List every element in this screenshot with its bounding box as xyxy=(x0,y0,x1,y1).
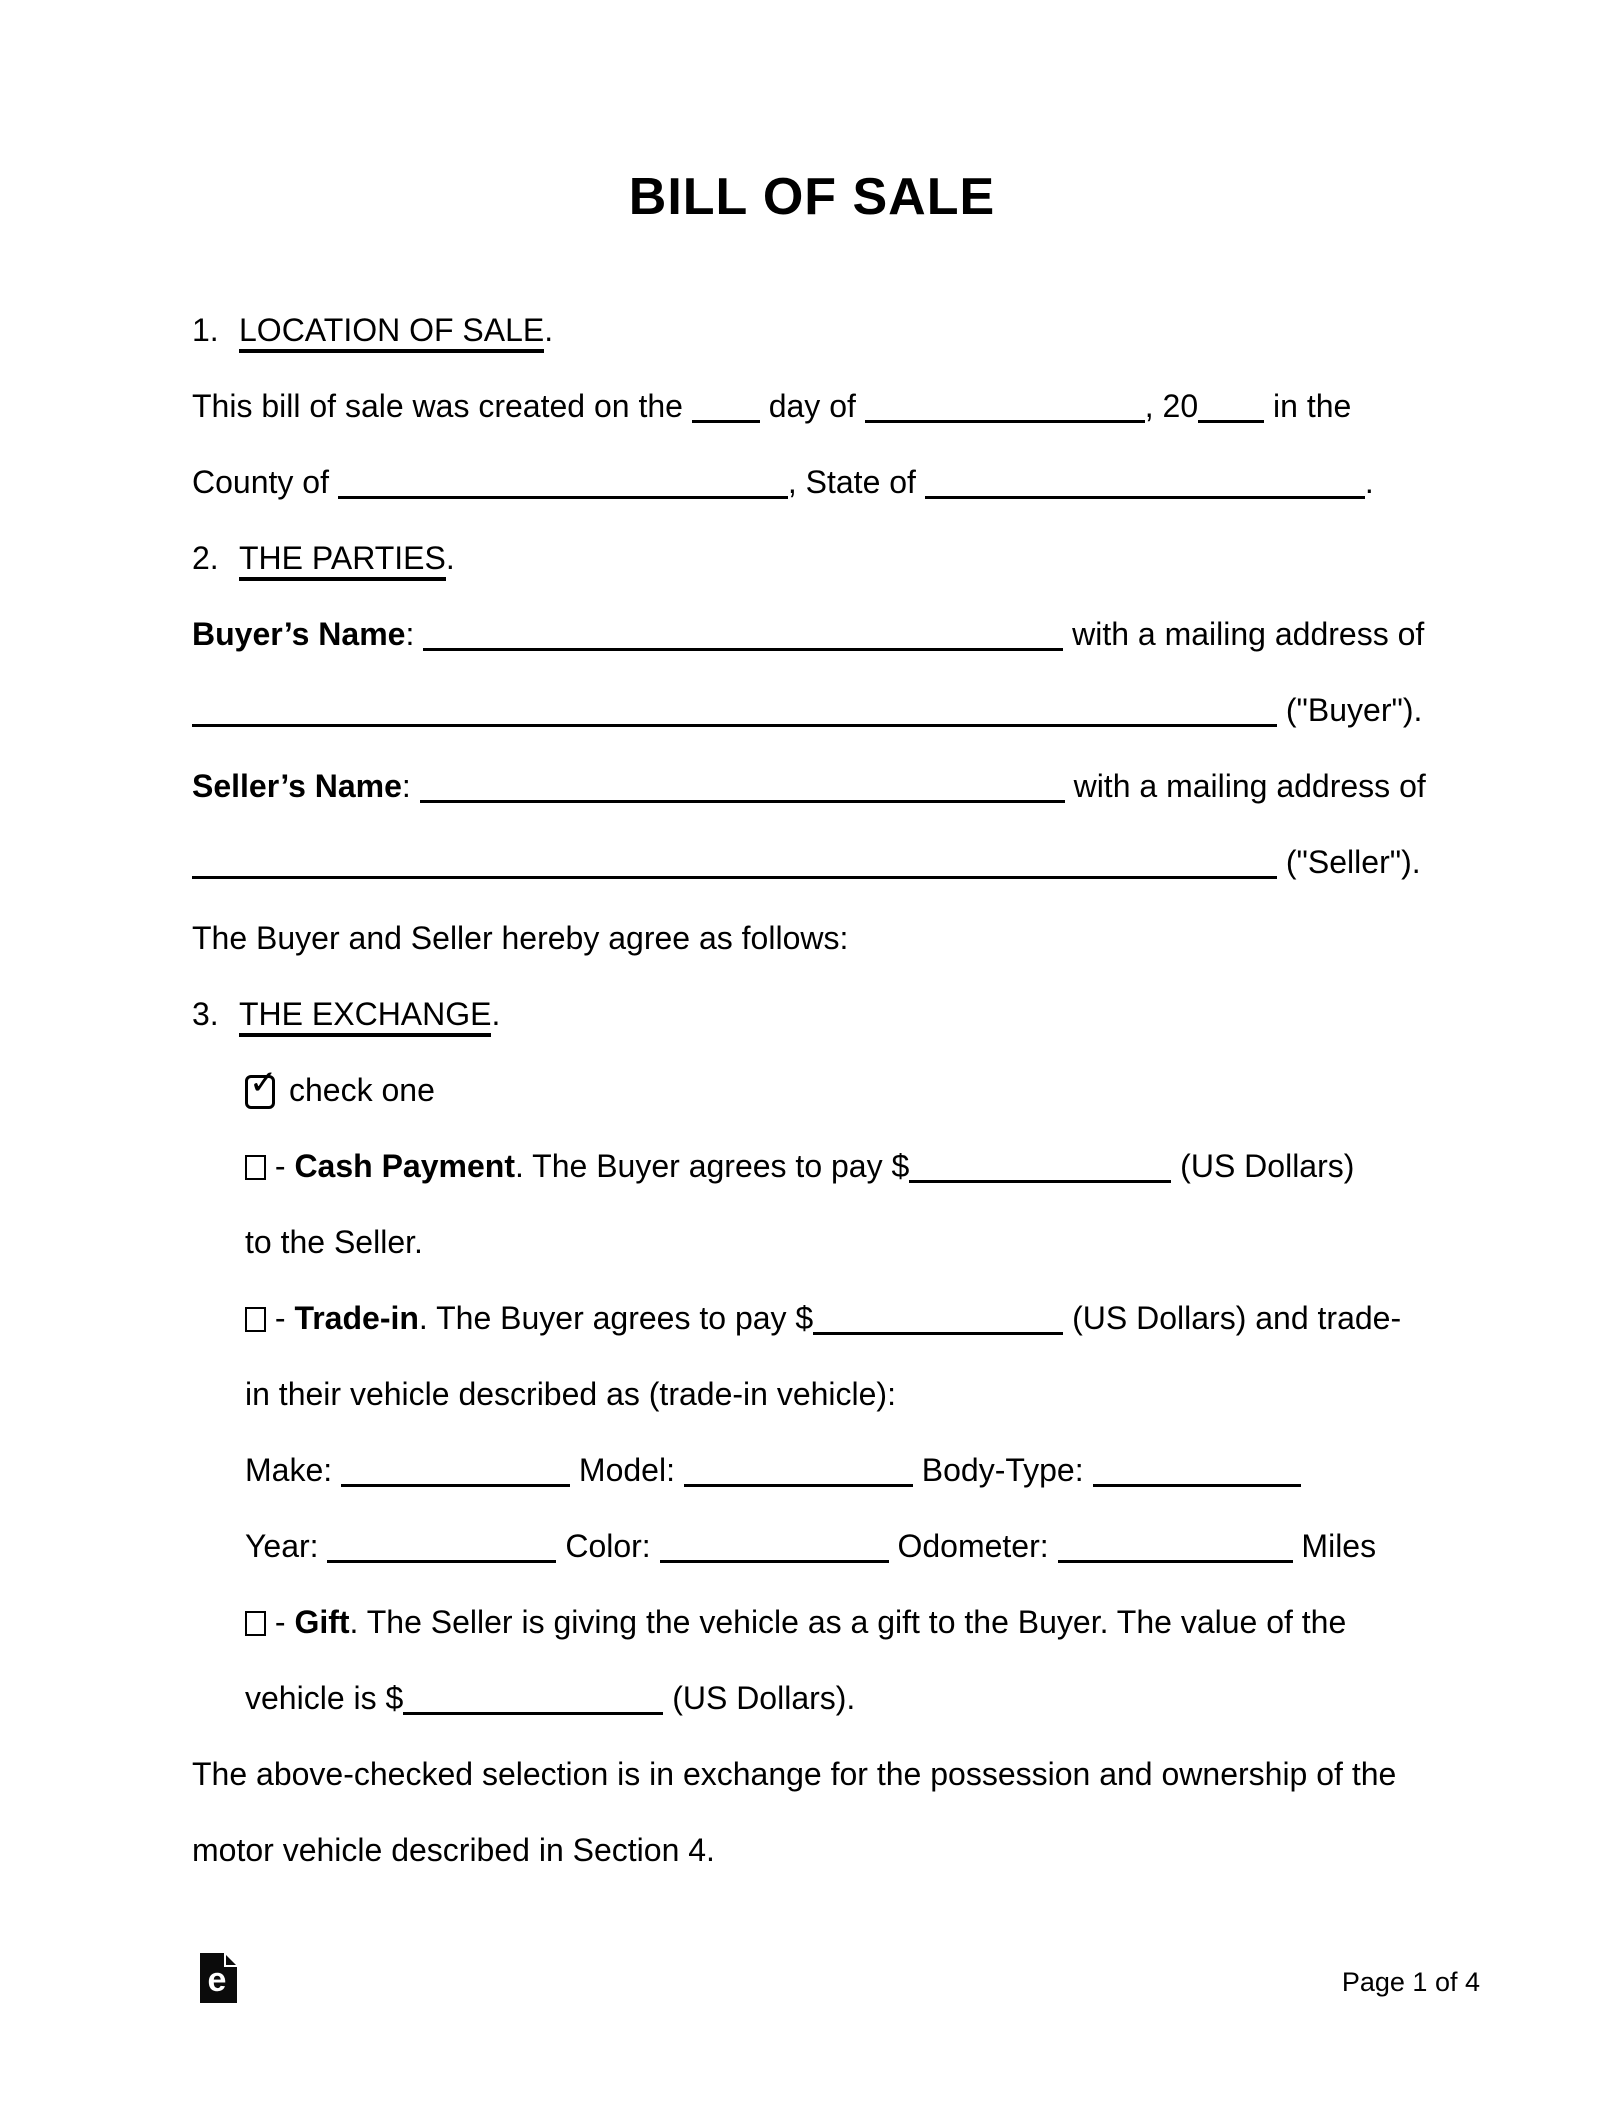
cash-payment-line-2: to the Seller. xyxy=(245,1224,423,1260)
odometer-label: Odometer: xyxy=(888,1528,1058,1564)
section3-heading-period: . xyxy=(491,996,501,1032)
seller-tag: ("Seller"). xyxy=(1277,844,1421,880)
day-blank-field[interactable] xyxy=(692,416,760,423)
gift-line-2 xyxy=(192,1660,1442,1736)
gift-line xyxy=(192,1584,1442,1660)
model-label: Model: xyxy=(570,1452,684,1488)
gift-amount-blank-field[interactable] xyxy=(403,1708,663,1715)
seller-name-blank-field[interactable] xyxy=(420,796,1065,803)
section3-heading: THE EXCHANGE xyxy=(239,996,491,1037)
month-blank-field[interactable] xyxy=(865,416,1145,423)
cash-payment-label: Cash Payment xyxy=(294,1148,515,1184)
seller-name-line xyxy=(192,748,1442,824)
buyer-tag: ("Buyer"). xyxy=(1277,692,1423,728)
check-one-checkbox[interactable] xyxy=(245,1064,278,1109)
gift-text-1: . The Seller is giving the vehicle as a gift to the Buyer. The value of the xyxy=(349,1604,1347,1640)
state-blank-field[interactable] xyxy=(925,492,1365,499)
color-label: Color: xyxy=(556,1528,660,1564)
seller-address-blank-field[interactable] xyxy=(192,872,1277,879)
county-label: County of xyxy=(192,464,338,500)
sale-date-text-4: in the xyxy=(1264,388,1352,424)
seller-name-label: Seller’s Name xyxy=(192,768,402,804)
section2-heading-period: . xyxy=(445,540,455,576)
gift-text-3: (US Dollars). xyxy=(663,1680,856,1716)
check-one-line xyxy=(192,1052,1442,1128)
odometer-blank-field[interactable] xyxy=(1058,1556,1293,1563)
cash-payment-checkbox[interactable] xyxy=(245,1155,266,1180)
trade-in-label: Trade-in xyxy=(294,1300,419,1336)
year-blank-field-2[interactable] xyxy=(327,1556,556,1563)
section1-heading-line xyxy=(192,292,1442,368)
year-blank-field[interactable] xyxy=(1198,416,1264,423)
page-title: BILL OF SALE xyxy=(628,168,996,226)
cash-text-2: (US Dollars) xyxy=(1171,1148,1355,1184)
sale-date-text-2: day of xyxy=(759,388,865,424)
section1-number: 1. xyxy=(192,312,219,348)
buyer-address-line xyxy=(192,672,1442,748)
buyer-name-colon: : xyxy=(405,616,424,652)
body-type-blank-field[interactable] xyxy=(1093,1480,1301,1487)
buyer-name-line xyxy=(192,596,1442,672)
gift-label: Gift xyxy=(294,1604,350,1640)
section2-number: 2. xyxy=(192,540,219,576)
agreement-line: The Buyer and Seller hereby agree as follows: xyxy=(192,920,849,956)
section2-heading: THE PARTIES xyxy=(239,540,446,581)
body-type-label: Body-Type: xyxy=(912,1452,1093,1488)
miles-label: Miles xyxy=(1292,1528,1377,1564)
vehicle-make-line xyxy=(192,1432,1442,1508)
trade-text-1: . The Buyer agrees to pay $ xyxy=(418,1300,814,1336)
sale-date-text-1: This bill of sale was created on the xyxy=(192,388,692,424)
vehicle-year-line xyxy=(192,1508,1442,1584)
seller-name-colon: : xyxy=(401,768,420,804)
cash-text-1: . The Buyer agrees to pay $ xyxy=(514,1148,910,1184)
gift-text-2: vehicle is $ xyxy=(245,1680,404,1716)
model-blank-field[interactable] xyxy=(684,1480,913,1487)
section3-heading-line xyxy=(192,976,1442,1052)
state-label: , State of xyxy=(787,464,925,500)
sale-date-text-3: , 20 xyxy=(1144,388,1199,424)
year-label: Year: xyxy=(245,1528,328,1564)
buyer-address-intro: with a mailing address of xyxy=(1063,616,1425,652)
trade-amount-blank-field[interactable] xyxy=(813,1328,1063,1335)
trade-in-line xyxy=(192,1280,1442,1356)
check-one-label: check one xyxy=(289,1072,435,1108)
logo-letter: e xyxy=(207,1961,227,1999)
seller-address-line xyxy=(192,824,1442,900)
cash-payment-line xyxy=(192,1128,1442,1204)
sale-date-line xyxy=(192,368,1442,444)
check-icon: ✓ xyxy=(249,1064,278,1102)
trade-text-2: (US Dollars) and trade- xyxy=(1063,1300,1402,1336)
make-blank-field[interactable] xyxy=(341,1480,570,1487)
county-blank-field[interactable] xyxy=(338,492,788,499)
trade-in-checkbox[interactable] xyxy=(245,1307,266,1332)
closing-line-1: The above-checked selection is in exchange for the possession and ownership of the xyxy=(192,1756,1397,1792)
color-blank-field[interactable] xyxy=(660,1556,889,1563)
sale-location-period: . xyxy=(1364,464,1374,500)
document-body xyxy=(192,292,1442,1888)
cash-dash: - xyxy=(266,1148,295,1184)
make-label: Make: xyxy=(245,1452,342,1488)
section1-heading-period: . xyxy=(544,312,554,348)
buyer-name-blank-field[interactable] xyxy=(423,644,1063,651)
section2-heading-line xyxy=(192,520,1442,596)
gift-dash: - xyxy=(266,1604,295,1640)
section3-number: 3. xyxy=(192,996,219,1032)
cash-amount-blank-field[interactable] xyxy=(909,1176,1171,1183)
trade-in-line-2: in their vehicle described as (trade-in vehicle): xyxy=(245,1376,896,1412)
gift-checkbox[interactable] xyxy=(245,1611,266,1636)
buyer-address-blank-field[interactable] xyxy=(192,720,1277,727)
page-number: Page 1 of 4 xyxy=(1341,1967,1480,1997)
seller-address-intro: with a mailing address of xyxy=(1064,768,1426,804)
closing-line-2: motor vehicle described in Section 4. xyxy=(192,1832,715,1868)
trade-dash: - xyxy=(266,1300,295,1336)
sale-location-line xyxy=(192,444,1442,520)
section1-heading: LOCATION OF SALE xyxy=(239,312,544,353)
buyer-name-label: Buyer’s Name xyxy=(192,616,406,652)
eforms-logo-icon xyxy=(200,1953,237,2003)
